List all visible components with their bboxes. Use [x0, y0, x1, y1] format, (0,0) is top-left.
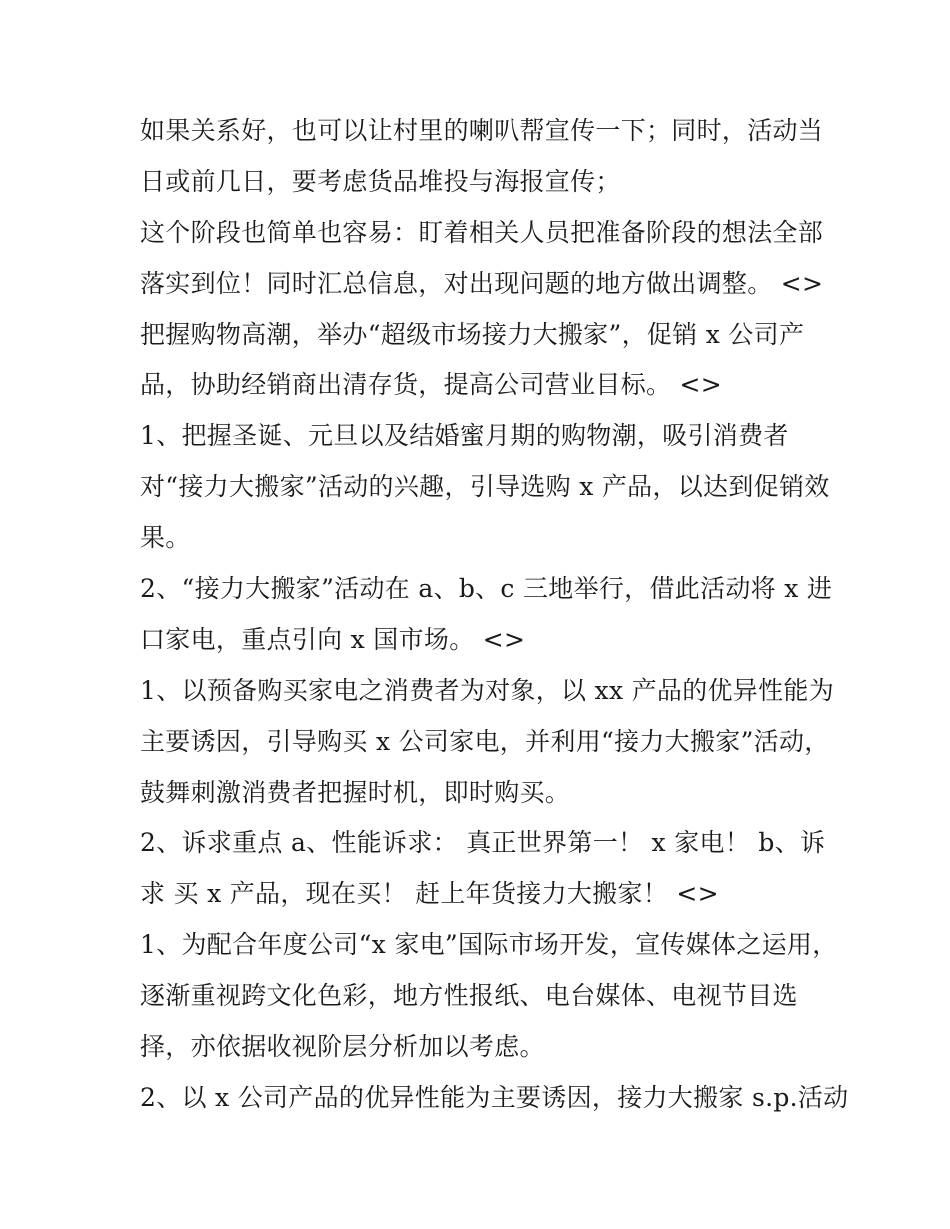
text-line: 主要诱因，引导购买 x 公司家电，并利用“接力大搬家”活动，	[140, 726, 830, 756]
document-body	[140, 106, 849, 1124]
text-line: 1、以预备购买家电之消费者为对象，以 xx 产品的优异性能为	[140, 675, 834, 705]
text-line: 2、以 x 公司产品的优异性能为主要诱因，接力大搬家 s.p.活动	[140, 1082, 849, 1112]
text-line: 把握购物高潮，举办“超级市场接力大搬家”，促销 x 公司产	[140, 319, 805, 349]
text-line: 鼓舞刺激消费者把握时机，即时购买。	[140, 777, 571, 807]
text-line: 对“接力大搬家”活动的兴趣，引导选购 x 产品，以达到促销效	[140, 472, 830, 502]
text-line: 如果关系好，也可以让村里的喇叭帮宣传一下；同时，活动当	[140, 116, 824, 145]
text-line: 1、为配合年度公司“x 家电”国际市场开发，宣传媒体之运用，	[140, 930, 838, 960]
text-line: 择，亦依据收视阶层分析加以考虑。	[140, 1032, 545, 1062]
text-line: 2、诉求重点 a、性能诉求： 真正世界第一！ x 家电！ b、诉	[140, 828, 826, 858]
text-line: 求 买 x 产品，现在买！ 赶上年货接力大搬家！ <>	[140, 879, 719, 909]
text-line: 口家电，重点引向 x 国市场。 <>	[140, 624, 526, 654]
text-line: 品，协助经销商出清存货，提高公司营业目标。 <>	[140, 370, 723, 400]
text-line: 日或前几日，要考虑货品堆投与海报宣传；	[140, 166, 621, 196]
text-line: 果。	[140, 523, 191, 553]
text-line: 落实到位！同时汇总信息，对出现问题的地方做出调整。 <>	[140, 268, 824, 298]
text-line: 1、把握圣诞、元旦以及结婚蜜月期的购物潮，吸引消费者	[140, 421, 789, 451]
text-line: 逐渐重视跨文化色彩，地方性报纸、电台媒体、电视节目选	[140, 981, 798, 1011]
text-line: 这个阶段也简单也容易：盯着相关人员把准备阶段的想法全部	[140, 217, 824, 247]
text-line: 2、“接力大搬家”活动在 a、b、c 三地举行，借此活动将 x 进	[140, 574, 833, 604]
